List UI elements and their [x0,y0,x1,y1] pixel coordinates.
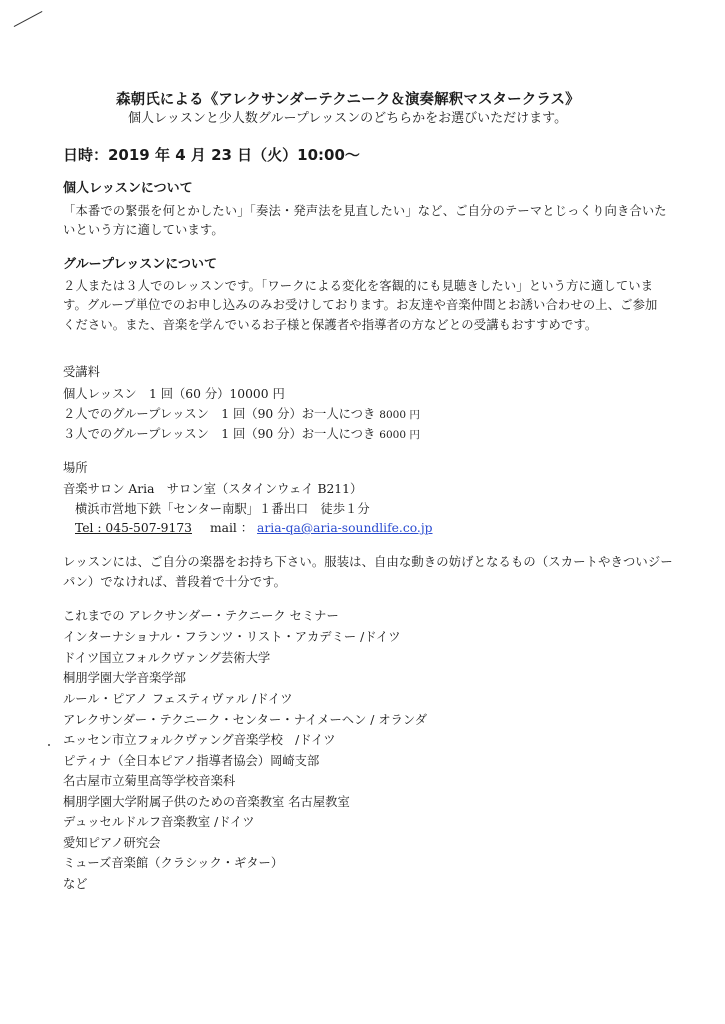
group-line: す。グループ単位でのお申し込みのみお受けしております。お友達や音楽仲間とお誘い合わせの上、ご参加 [63,298,658,312]
venue-heading: 場所 [63,461,88,475]
fee-item [63,388,285,400]
fee-label: ２人でのグループレッスン 1 回（90 分）お一人につき [63,407,376,421]
fee-label: 個人レッスン 1 回（60 分）10000 円 [63,387,285,401]
page-subtitle: 個人レッスンと少人数グループレッスンのどちらかをお選びいただけます。 [128,111,568,126]
seminar-item: ピティナ（全日本ピアノ指導者協会）岡崎支部 [63,754,320,768]
individual-line: いという方に適しています。 [63,223,224,237]
individual-heading: 個人レッスンについて [63,181,193,196]
group-heading: グループレッスンについて [63,257,218,272]
scan-dot [48,744,50,746]
scan-pen-mark [14,11,43,27]
seminar-item: 桐朋学園大学音楽学部 [63,671,186,685]
tel-number: Tel : 045-507-9173 [75,521,192,535]
fee-item [63,408,420,421]
individual-line: 「本番での緊張を何とかしたい」「奏法・発声法を見直したい」など、ご自分のテーマとじっくり向き合いた [63,204,667,218]
page-title: 森朝氏による《アレクサンダーテクニーク＆演奏解釈マスタークラス》 [116,91,580,108]
fees-heading: 受講料 [63,365,100,379]
seminars-heading: これまでの アレクサンダー・テクニーク セミナー [63,609,339,623]
mail-label: mail ： [209,521,254,535]
fee-item [63,428,420,441]
mail-link[interactable]: aria-qa@aria-soundlife.co.jp [257,521,433,535]
seminar-item: インターナショナル・フランツ・リスト・アカデミー /ドイツ [63,630,401,644]
note-line: レッスンには、ご自分の楽器をお持ち下さい。服装は、自由な動きの妨げとなるもの（スカートやきついジー [63,555,673,569]
group-line: ください。また、音楽を学んでいるお子様と保護者や指導者の方などとの受講もおすすめです。 [63,318,598,332]
venue-contact [75,522,433,534]
seminar-item: デュッセルドルフ音楽教室 /ドイツ [63,815,255,829]
note-line: パン）でなければ、普段着で十分です。 [63,575,287,589]
event-datetime: 日時：2019 年 4 月 23 日（火）10:00～ [63,146,360,164]
seminar-item: ミューズ音楽館（クラシック・ギター） [63,856,284,870]
seminar-item: など [63,877,88,891]
fee-price: 6000 円 [379,429,420,441]
seminar-item: 愛知ピアノ研究会 [63,836,161,850]
group-line: ２人または３人でのレッスンです。「ワークによる変化を客観的にも見聴きしたい」という方に適していま [63,279,654,293]
seminar-item: アレクサンダー・テクニーク・センター・ナイメーヘン / オランダ [63,713,428,727]
fee-label: ３人でのグループレッスン 1 回（90 分）お一人につき [63,427,376,441]
venue-access: 横浜市営地下鉄「センター南駅」１番出口 徒歩１分 [75,502,370,516]
seminar-item: ルール・ピアノ フェスティヴァル /ドイツ [63,692,293,706]
seminar-item: エッセン市立フォルクヴァング音楽学校 /ドイツ [63,733,336,747]
seminar-item: 桐朋学園大学附属子供のための音楽教室 名古屋教室 [63,795,350,809]
venue-name: 音楽サロン Aria サロン室（スタインウェイ B211） [63,482,363,496]
seminar-item: 名古屋市立菊里高等学校音楽科 [63,774,236,788]
fee-price: 8000 円 [379,409,420,421]
seminar-item: ドイツ国立フォルクヴァング芸術大学 [63,651,271,665]
